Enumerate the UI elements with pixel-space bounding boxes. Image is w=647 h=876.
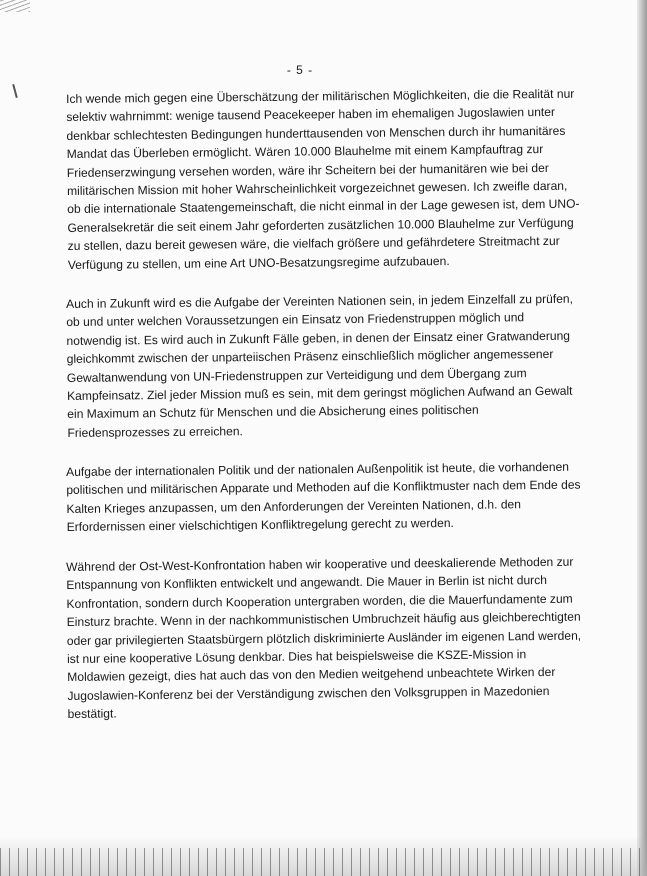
document-body	[66, 86, 582, 745]
scan-edge-right	[637, 0, 647, 876]
page-number: - 5 -	[286, 63, 314, 77]
paragraph-4: Während der Ost-West-Konfrontation haben wir kooperative und deeskalierende Methoden zur Entspannung von Konflikten entwickelt und angewandt. Die Mauer in Berlin ist nicht durch Konfrontation, sondern durch Kooperation untergraben worden, die die Mauerfundamente zum Einsturz brachte. Wenn in der nachkommunistischen Umbruchzeit häufig aus gleichberechtigten oder gar privilegierten Staatsbürgern plötzlich diskriminierte Ausländer im eigenen Land werden, ist nur eine kooperative Lösung denkbar. Dies hat beispielsweise die KSZE-Mission in Moldawien gezeigt, dies hat auch das von den Medien weitgehend unbeachtete Wirken der Jugoslawien-Konferenz bei der Verständigung zwischen den Volksgruppen in Mazedonien bestätigt.	[66, 554, 582, 722]
paragraph-3: Aufgabe der internationalen Politik und der nationalen Außenpolitik ist heute, die vorhandenen politischen und militärischen Apparate und Methoden auf die Konfliktmuster nach dem Ende des Kalten Krieges anzupassen, um den Anforderungen der Vereinten Nationen, d.h. den Erfordernissen einer vielschichtigen Konfliktregelung gerecht zu werden.	[66, 460, 581, 535]
paragraph-1: Ich wende mich gegen eine Überschätzung der militärischen Möglichkeiten, die die Realität nur selektiv wahrnimmt: wenige tausend Peacekeeper haben im ehemaligen Jugoslawien unter denkbar schlechtesten Bedingungen hunderttausenden von Menschen durch ihr humanitäres Mandat das Überleben ermöglicht. Wären 10.000 Blauhelme mit einem Kampfauftrag zur Friedenserzwingung versehen worden, wäre ihr Scheitern bei der humanitären wie bei der militärischen Mission mit hoher Wahrscheinlichkeit vorgezeichnet gewesen. Ich zweifle daran, ob die internationale Staatengemeinschaft, die nicht einmal in der Lage gewesen ist, dem UNO-Generalsekretär die seit einem Jahr geforderten zusätzlichen 10.000 Blauhelme zur Verfügung zu stellen, dazu bereit gewesen wäre, die vielfach größere und gefährdetere Streitmacht zur Verfügung zu stellen, um eine Art UNO-Besatzungsregime aufzubauen.	[66, 86, 580, 272]
scan-artifact-top-left	[0, 0, 30, 12]
scan-artifact-bottom	[0, 848, 647, 876]
scan-artifact-left-mark	[12, 84, 18, 98]
paragraph-2: Auch in Zukunft wird es die Aufgabe der Vereinten Nationen sein, in jedem Einzelfall zu prüfen, ob und unter welchen Voraussetzungen ein Einsatz von Friedenstruppen möglich und notwendig ist. Es wird auch in Zukunft Fälle geben, in denen der Einsatz einer Gratwanderung gleichkommt zwischen der unparteiischen Präsenz einschließlich möglicher angemessener Gewaltanwendung von UN-Friedenstruppen zur Verteidigung und dem Übergang zum Kampfeinsatz. Ziel jeder Mission muß es sein, mit dem geringst möglichen Aufwand an Gewalt ein Maximum an Schutz für Menschen und die Absicherung eines politischen Friedensprozesses zu erreichen.	[66, 291, 574, 440]
